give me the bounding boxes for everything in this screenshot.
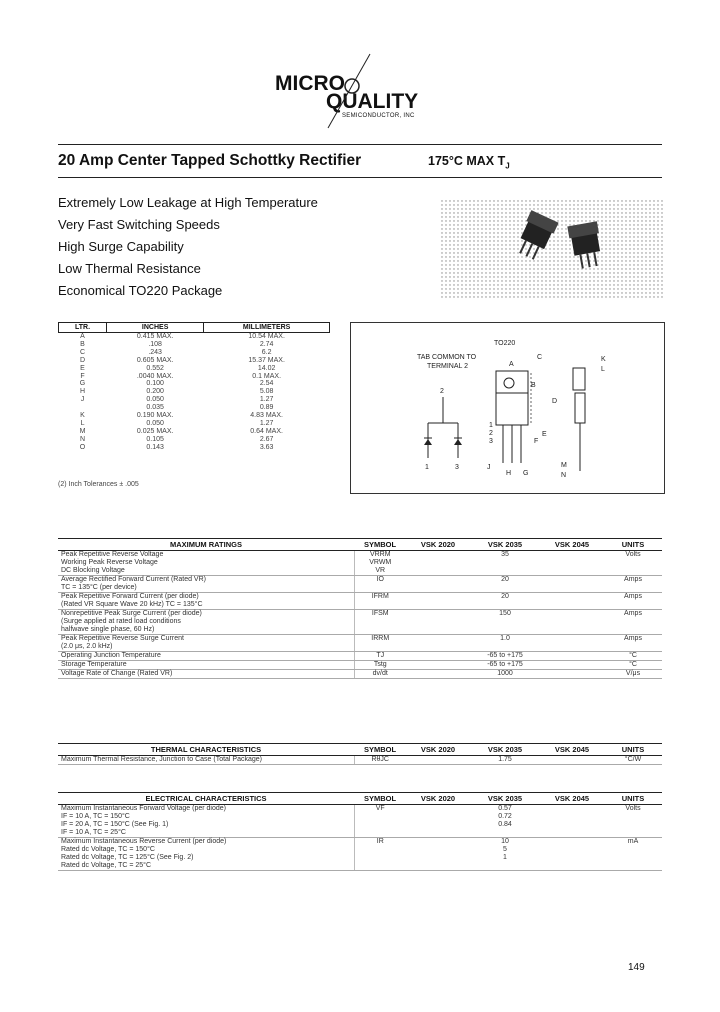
dim-mm: 0.64 MAX. [250,427,283,435]
dim-inches: 0.050 [146,396,164,404]
dim-row [59,341,330,349]
row-value [470,756,540,765]
dim-mm: 14.02 [257,364,276,372]
col-vsk2045 [540,670,604,679]
row-unit: mA [604,838,662,871]
col-header: VSK 2035 [470,744,540,756]
col-vsk2020 [406,576,470,593]
description-line: Storage Temperature [61,661,127,668]
dim-letter: F [534,438,539,445]
row-description [58,610,354,635]
value-line: 0.57 [498,805,512,812]
row-symbol [354,652,406,661]
row-unit: °C/W [604,756,662,765]
col-header: UNITS [604,539,662,551]
value-line: 0.72 [498,813,512,820]
row-symbol [354,756,406,765]
row-description [58,551,354,576]
col-vsk2045 [540,756,604,765]
value-line: 1 [503,854,507,861]
description-line: Peak Repetitive Forward Current (per diode) [61,593,199,600]
col-header: LTR. [59,323,107,333]
dim-row [59,428,330,436]
col-header: VSK 2035 [470,793,540,805]
value-line: -65 to +175 [487,661,523,668]
description-line: Voltage Rate of Change (Rated VR) [61,670,173,677]
symbol-line: IR [376,838,384,845]
row-value [470,670,540,679]
value-line: 1.75 [498,756,512,763]
dim-mm: 1.27 [259,396,274,404]
description-line: DC Blocking Voltage [61,567,125,574]
feature-item: Very Fast Switching Speeds [58,217,220,232]
dim-row [59,420,330,428]
logo-slash-graphic [318,52,378,132]
dim-mm: 3.63 [259,443,274,451]
description-line: (Rated VR Square Wave 20 kHz) TC = 135°C [61,601,203,608]
max-ratings-table [58,538,662,679]
table-row [58,661,662,670]
col-vsk2020 [406,670,470,679]
dim-mm: 0.1 MAX. [252,372,282,380]
dim-inches: 0.415 MAX. [136,333,174,340]
table-header-row [58,539,662,551]
dim-inches: 0.190 MAX. [136,412,174,420]
row-symbol [354,838,406,871]
description-line: (2.0 μs, 2.0 kHz) [61,643,113,650]
top-rule [58,144,662,145]
symbol-line: VR [375,567,386,574]
feature-item: Economical TO220 Package [58,283,223,298]
col-vsk2020 [406,635,470,652]
dim-letter: C [537,354,543,361]
dim-row [59,333,330,341]
row-value [470,610,540,635]
row-symbol [354,593,406,610]
row-unit: Amps [604,635,662,652]
description-line: (Surge applied at rated load conditions [61,618,181,625]
row-value [470,576,540,593]
col-header: SYMBOL [354,539,406,551]
table-row [58,551,662,576]
dim-letter: L [601,366,605,373]
col-header: VSK 2035 [470,539,540,551]
dim-row [59,412,330,420]
dim-row [59,396,330,404]
value-line: 1000 [497,670,513,677]
row-unit: Amps [604,610,662,635]
row-unit: Amps [604,576,662,593]
col-header: VSK 2020 [406,793,470,805]
dimensions-table [58,322,330,452]
dim-letter: G [79,380,86,388]
dim-row [59,436,330,444]
dim-row [59,380,330,388]
description-line: TC = 135°C (per device) [61,584,137,591]
page-title: 20 Amp Center Tapped Schottky Rectifier [58,152,362,169]
dim-letter: H [79,388,86,396]
col-vsk2020 [406,756,470,765]
dim-row [59,349,330,357]
dim-mm: 10.54 MAX. [248,333,285,340]
row-symbol [354,576,406,593]
dim-row [59,373,330,381]
pin-label: 2 [440,388,444,395]
dim-inches: 0.200 [146,388,164,396]
dim-letter: M [561,462,567,469]
value-line: 0.84 [498,821,512,828]
value-line: 20 [501,576,509,583]
col-header: INCHES [107,323,204,333]
dim-letter: J [487,464,491,471]
value-line: -65 to +175 [487,652,523,659]
dim-inches: 0.035 [146,404,164,412]
row-description [58,635,354,652]
table-row [58,635,662,652]
dim-letter: F [80,372,85,380]
symbol-line: VF [375,805,385,812]
col-vsk2045 [540,551,604,576]
row-symbol [354,661,406,670]
col-header: MAXIMUM RATINGS [58,539,354,551]
description-line: Maximum Thermal Resistance, Junction to Case (Total Package) [61,756,263,763]
col-vsk2045 [540,838,604,871]
dim-mm: 6.2 [261,348,272,356]
col-header: SYMBOL [354,793,406,805]
dim-letter: E [80,364,85,372]
col-header: VSK 2045 [540,539,604,551]
thermal-table [58,743,662,765]
dim-row [59,357,330,365]
dim-inches: 0.025 MAX. [136,427,174,435]
dim-letter: D [79,356,86,364]
row-symbol [354,551,406,576]
logo-subtitle: SEMICONDUCTOR, INC [342,113,415,119]
dim-letter: M [79,427,86,435]
dim-row [59,404,330,412]
pin-label: 1 [425,464,429,471]
description-line: IF = 20 A, TC = 150°C (See Fig. 1) [61,821,169,828]
dim-letter: L [80,419,85,427]
row-symbol [354,670,406,679]
col-header: VSK 2020 [406,744,470,756]
row-unit: °C [604,661,662,670]
dim-letter: O [79,443,86,451]
page-subtitle: 175°C MAX $T_J$ [428,154,510,171]
description-line: IF = 10 A, TC = 25°C [61,829,126,836]
dim-letter: J [80,396,85,404]
package-drawing [350,322,665,494]
description-line: Average Rectified Forward Current (Rated VR) [61,576,206,583]
value-line: 1.0 [500,635,510,642]
symbol-line: VRWM [369,559,392,566]
row-unit: V/μs [604,670,662,679]
symbol-line: IO [376,576,384,583]
table-header-row [58,744,662,756]
row-description [58,670,354,679]
col-vsk2045 [540,593,604,610]
row-unit: °C [604,652,662,661]
description-line: halfwave single phase, 60 Hz) [61,626,155,633]
description-line: IF = 10 A, TC = 150°C [61,813,130,820]
dim-letter [59,404,107,412]
thermal-body [58,756,662,765]
logo-quality: QUALITY [326,90,419,113]
row-value [470,593,540,610]
row-description [58,652,354,661]
table-row [58,652,662,661]
electrical-table [58,792,662,871]
description-line: Rated dc Voltage, TC = 150°C [61,846,155,853]
pin-label: 1 [489,422,493,429]
row-description [58,661,354,670]
pin-label: 2 [489,430,493,437]
row-value [470,661,540,670]
description-line: Peak Repetitive Reverse Surge Current [61,635,184,642]
dim-letter: D [552,398,558,405]
dim-mm: 2.74 [259,340,274,348]
dim-inches: 0.105 [146,435,164,443]
dim-inches: .0040 MAX. [136,372,174,380]
row-description [58,576,354,593]
row-value [470,551,540,576]
dim-letter: A [509,361,514,368]
dim-inches: 0.050 [146,419,164,427]
dim-mm: 5.08 [259,388,274,396]
table-row [58,593,662,610]
package-outline-diagram [351,323,664,493]
col-header: THERMAL CHARACTERISTICS [58,744,354,756]
dim-letter: A [80,333,85,340]
row-value [470,805,540,838]
page-number: 149 [628,962,645,973]
dim-mm: 15.37 MAX. [248,356,285,364]
symbol-line: TJ [376,652,385,659]
dim-letter: H [506,470,512,477]
col-header: VSK 2045 [540,793,604,805]
dim-letter: G [523,470,529,477]
value-line: 150 [499,610,511,617]
row-description [58,838,354,871]
value-line: 20 [501,593,509,600]
col-vsk2045 [540,805,604,838]
dim-inches: 0.143 [146,443,164,451]
description-line: Rated dc Voltage, TC = 125°C (See Fig. 2) [61,854,194,861]
dim-letter: N [79,435,86,443]
col-header: MILLIMETERS [204,323,330,333]
col-header: VSK 2045 [540,744,604,756]
value-line: 10 [501,838,509,845]
dimensions-body [59,333,330,452]
col-vsk2045 [540,635,604,652]
title-rule [58,177,662,178]
row-symbol [354,610,406,635]
col-vsk2045 [540,661,604,670]
description-line: Nonrepetitive Peak Surge Current (per diode) [61,610,202,617]
description-line: Operating Junction Temperature [61,652,161,659]
description-line: Maximum Instantaneous Forward Voltage (per diode) [61,805,226,812]
col-header: UNITS [604,793,662,805]
col-vsk2020 [406,652,470,661]
description-line: Rated dc Voltage, TC = 25°C [61,862,152,869]
table-row [58,805,662,838]
description-line: Working Peak Reverse Voltage [61,559,158,566]
col-vsk2020 [406,551,470,576]
tab-label: TAB COMMON TO [417,354,477,361]
row-symbol [354,805,406,838]
electrical-body [58,805,662,871]
table-header-row [58,793,662,805]
dim-row [59,444,330,452]
col-header: UNITS [604,744,662,756]
symbol-line: IRRM [371,635,390,642]
dim-inches: 0.552 [146,364,164,372]
col-vsk2020 [406,838,470,871]
symbol-line: VRRM [369,551,391,558]
row-value [470,635,540,652]
row-value [470,652,540,661]
col-header: ELECTRICAL CHARACTERISTICS [58,793,354,805]
row-unit: Volts [604,551,662,576]
dim-row [59,365,330,373]
table-row [58,576,662,593]
tolerance-note: (2) Inch Tolerances ± .005 [58,481,139,488]
col-header: VSK 2020 [406,539,470,551]
feature-item: Extremely Low Leakage at High Temperature [58,195,318,210]
row-unit: Volts [604,805,662,838]
value-line: 35 [501,551,509,558]
symbol-line: dv/dt [372,670,388,677]
dim-inches: .243 [148,348,162,356]
dim-row [59,388,330,396]
symbol-line: IFSM [371,610,389,617]
max-ratings-body [58,551,662,679]
col-vsk2045 [540,576,604,593]
symbol-line: IFRM [371,593,389,600]
row-description [58,593,354,610]
row-description [58,756,354,765]
dim-inches: .108 [148,340,162,348]
dim-letter: N [561,472,567,479]
col-vsk2045 [540,610,604,635]
dim-mm: 0.89 [259,404,274,412]
col-vsk2020 [406,805,470,838]
col-vsk2020 [406,661,470,670]
dim-letter: B [80,340,85,348]
row-symbol [354,635,406,652]
tab-label: TERMINAL 2 [427,363,468,370]
product-photo [441,200,663,298]
row-description [58,805,354,838]
row-unit: Amps [604,593,662,610]
dim-mm: 4.83 MAX. [250,412,283,420]
value-line: 5 [503,846,507,853]
table-row [58,756,662,765]
dim-inches: 0.605 MAX. [136,356,174,364]
logo-micro: MICRO [275,72,345,95]
table-row [58,838,662,871]
col-vsk2045 [540,652,604,661]
symbol-line: RθJC [371,756,389,763]
col-vsk2020 [406,610,470,635]
dim-mm: 2.67 [259,435,274,443]
dim-letter: C [79,348,86,356]
symbol-line: Tstg [373,661,387,668]
row-value [470,838,540,871]
dim-letter: B [531,382,536,389]
dim-letter: E [542,431,547,438]
dim-mm: 1.27 [259,419,274,427]
package-name: TO220 [494,340,516,347]
pin-label: 3 [489,438,493,445]
dim-letter: K [80,412,85,420]
table-row [58,670,662,679]
dim-letter: K [601,356,606,363]
feature-item: High Surge Capability [58,239,184,254]
feature-item: Low Thermal Resistance [58,261,201,276]
table-row [58,610,662,635]
description-line: Peak Repetitive Reverse Voltage [61,551,164,558]
description-line: Maximum Instantaneous Reverse Current (per diode) [61,838,227,845]
col-header: SYMBOL [354,744,406,756]
dim-inches: 0.100 [146,380,164,388]
col-vsk2020 [406,593,470,610]
dim-mm: 2.54 [259,380,274,388]
pin-label: 3 [455,464,459,471]
